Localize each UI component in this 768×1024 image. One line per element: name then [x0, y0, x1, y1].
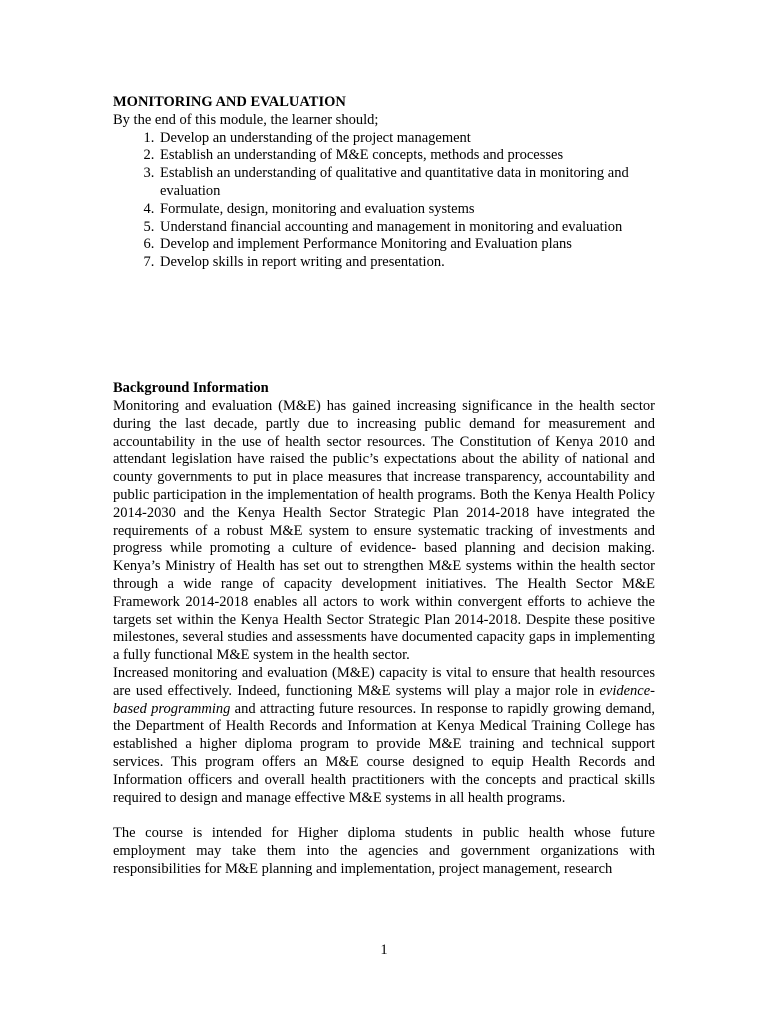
- paragraph-2-text-start: Increased monitoring and evaluation (M&E) capacity is vital to ensure that health resources are used effectively. Indeed, functioning M&E systems will play a major role in: [113, 664, 655, 699]
- objective-item: 7. Develop skills in report writing and presentation.: [158, 254, 655, 272]
- background-paragraph-3: The course is intended for Higher diploma students in public health whose future employment may take them into the agencies and government organizations with responsibilities for M&E planning and implementation, project management, research: [113, 825, 655, 877]
- background-body: [113, 398, 655, 879]
- paragraph-2-emphasis: evidence-based programming: [113, 682, 655, 717]
- objectives-list: [113, 130, 655, 272]
- module-section: [113, 94, 655, 272]
- objective-item: 4. Formulate, design, monitoring and evaluation systems: [158, 201, 655, 219]
- objective-item: 3. Establish an understanding of qualitative and quantitative data in monitoring and evaluation: [158, 165, 655, 201]
- objective-item: 5. Understand financial accounting and management in monitoring and evaluation: [158, 219, 655, 237]
- module-title: MONITORING AND EVALUATION: [113, 94, 346, 110]
- background-paragraph-2: [113, 665, 655, 807]
- paragraph-2-text-end: and attracting future resources. In response to rapidly growing demand, the Department of Health Records and Information at Kenya Medical Training College has established a higher diploma program to provide M&E training and technical support services. This program offers an M&E course designed to equip Health Records and Information officers and overall health practitioners with the concepts and practical skills required to design and manage effective M&E systems in all health programs.: [113, 700, 655, 806]
- module-intro: By the end of this module, the learner should;: [113, 111, 379, 128]
- background-heading: Background Information: [113, 380, 269, 396]
- objective-item: 2. Establish an understanding of M&E concepts, methods and processes: [158, 147, 655, 165]
- objective-item: 6. Develop and implement Performance Monitoring and Evaluation plans: [158, 236, 655, 254]
- background-paragraph-1: Monitoring and evaluation (M&E) has gained increasing significance in the health sector during the last decade, partly due to increasing public demand for measurement and accountability in the use of health sector resources. The Constitution of Kenya 2010 and attendant legislation have raised the public’s expectations about the ability of national and county governments to put in place measures that increase transparency, accountability and public participation in the implementation of health programs. Both the Kenya Health Policy 2014-2030 and the Kenya Health Sector Strategic Plan 2014-2018 have integrated the requirements of a robust M&E system to ensure systematic tracking of investments and progress while promoting a culture of evidence- based planning and decision making. Kenya’s Ministry of Health has set out to strengthen M&E systems within the health sector through a wide range of capacity development initiatives. The Health Sector M&E Framework 2014-2018 enables all actors to work within convergent efforts to achieve the targets set within the Kenya Health Sector Strategic Plan 2014-2018. Despite these positive milestones, several studies and assessments have documented capacity gaps in implementing a fully functional M&E system in the health sector.: [113, 398, 655, 664]
- page-number: 1: [380, 942, 388, 958]
- objective-item: 1. Develop an understanding of the project management: [158, 130, 655, 148]
